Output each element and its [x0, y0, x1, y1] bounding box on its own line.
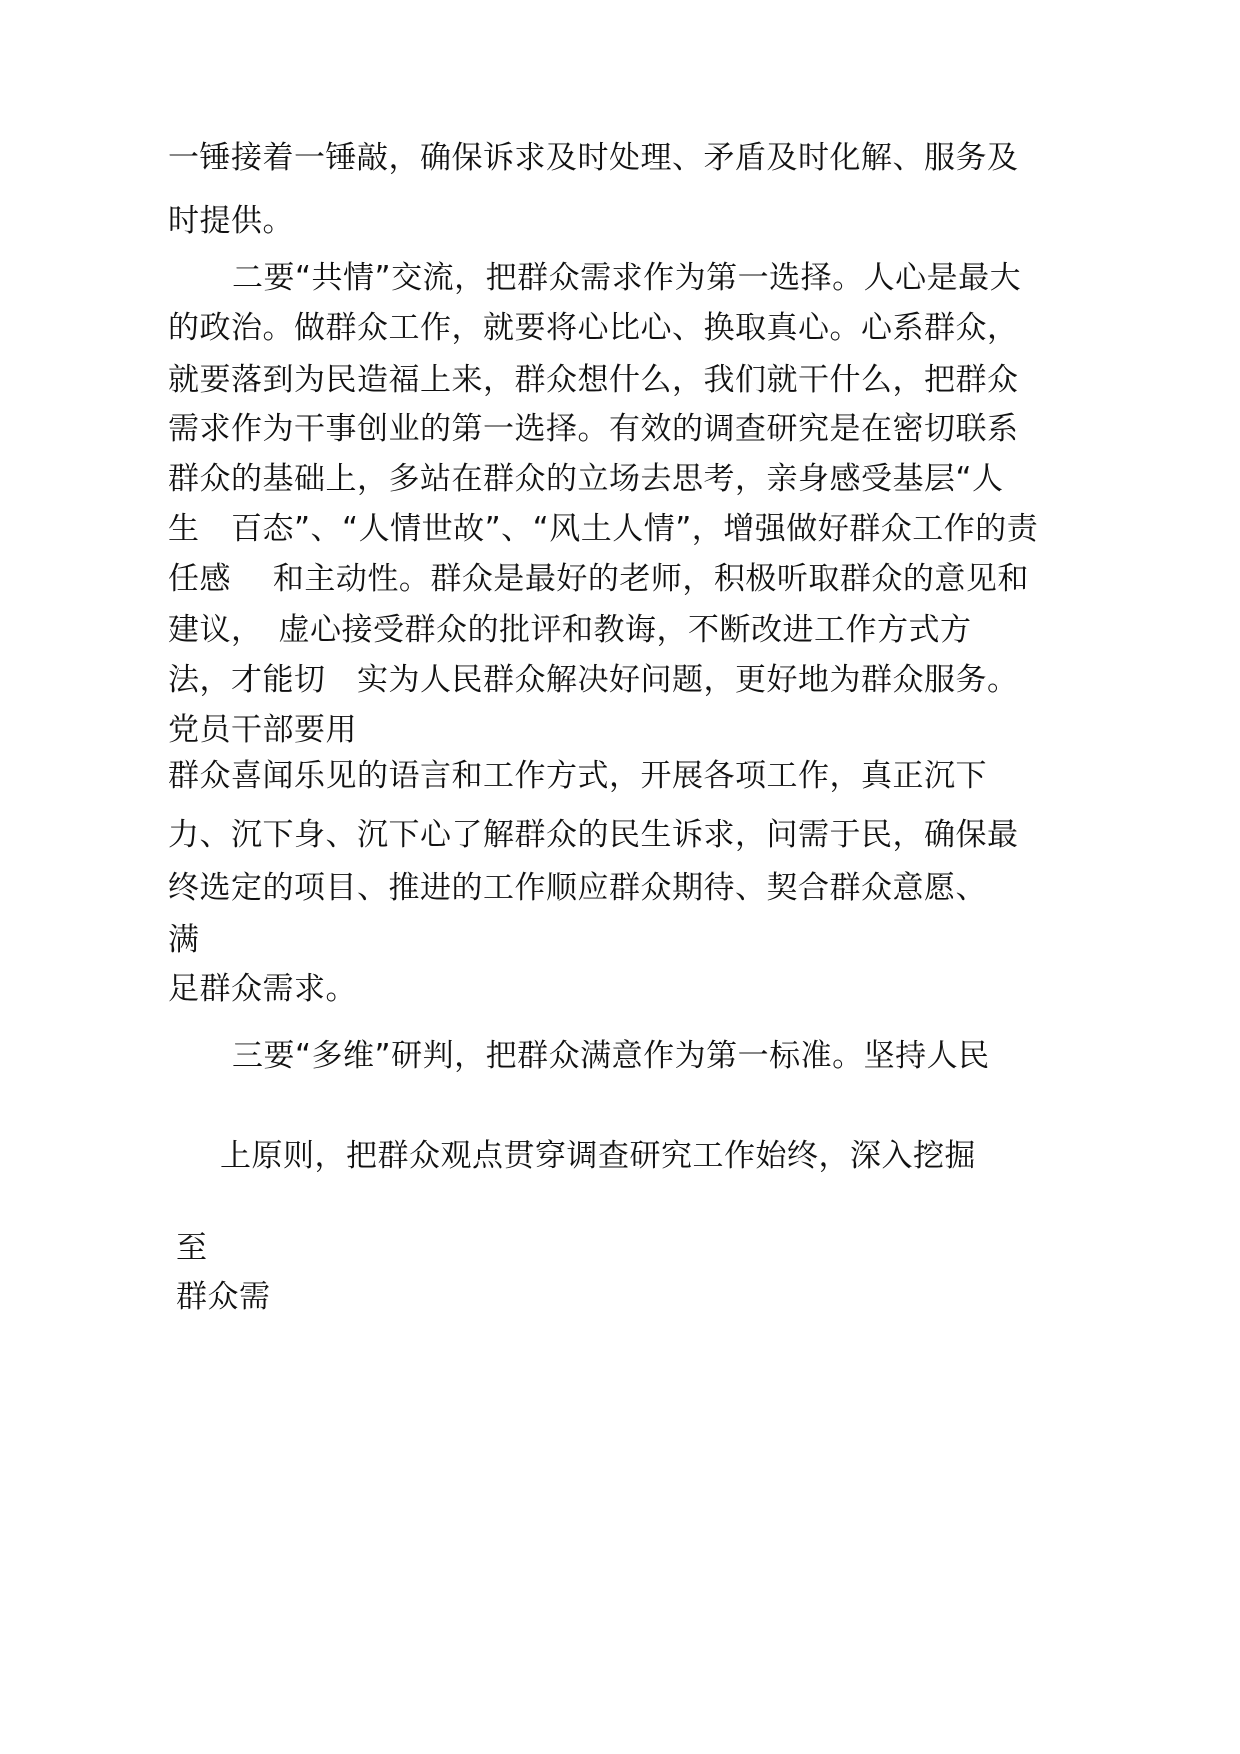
- text-line: 足群众需求。: [168, 971, 357, 1007]
- text-line: 需求作为干事创业的第一选择。有效的调查研究是在密切联系: [168, 411, 1019, 447]
- text-line: 的政治。做群众工作，就要将心比心、换取真心。心系群众，: [168, 310, 1019, 346]
- text-line: 群众喜闻乐见的语言和工作方式，开展各项工作，真正沉下: [168, 758, 987, 794]
- text-line: 满: [168, 922, 200, 958]
- text-line: 三要“多维”研判，把群众满意作为第一标准。坚持人民: [232, 1038, 990, 1074]
- text-line: 至: [176, 1230, 208, 1266]
- text-line: 就要落到为民造福上来，群众想什么，我们就干什么，把群众: [168, 362, 1019, 398]
- text-line: 群众的基础上，多站在群众的立场去思考，亲身感受基层“人: [168, 461, 1004, 497]
- text-line: 法，才能切 实为人民群众解决好问题，更好地为群众服务。: [168, 662, 1019, 698]
- text-line: 时提供。: [168, 203, 294, 239]
- text-line: 任感 和主动性。群众是最好的老师，积极听取群众的意见和: [168, 561, 1029, 597]
- text-line: 建议， 虚心接受群众的批评和教诲，不断改进工作方式方: [168, 612, 972, 648]
- text-line: 生 百态”、“人情世故”、“风土人情”，增强做好群众工作的责: [168, 511, 1039, 547]
- text-line: 力、沉下身、沉下心了解群众的民生诉求，问需于民，确保最: [168, 817, 1019, 853]
- text-line: 党员干部要用: [168, 712, 357, 748]
- text-line: 二要“共情”交流，把群众需求作为第一选择。人心是最大: [232, 260, 1022, 296]
- text-line: 上原则，把群众观点贯穿调查研究工作始终，深入挖掘: [220, 1138, 976, 1174]
- text-line: 一锤接着一锤敲，确保诉求及时处理、矛盾及时化解、服务及: [168, 140, 1019, 176]
- text-line: 终选定的项目、推进的工作顺应群众期待、契合群众意愿、: [168, 870, 987, 906]
- text-line: 群众需: [176, 1279, 271, 1315]
